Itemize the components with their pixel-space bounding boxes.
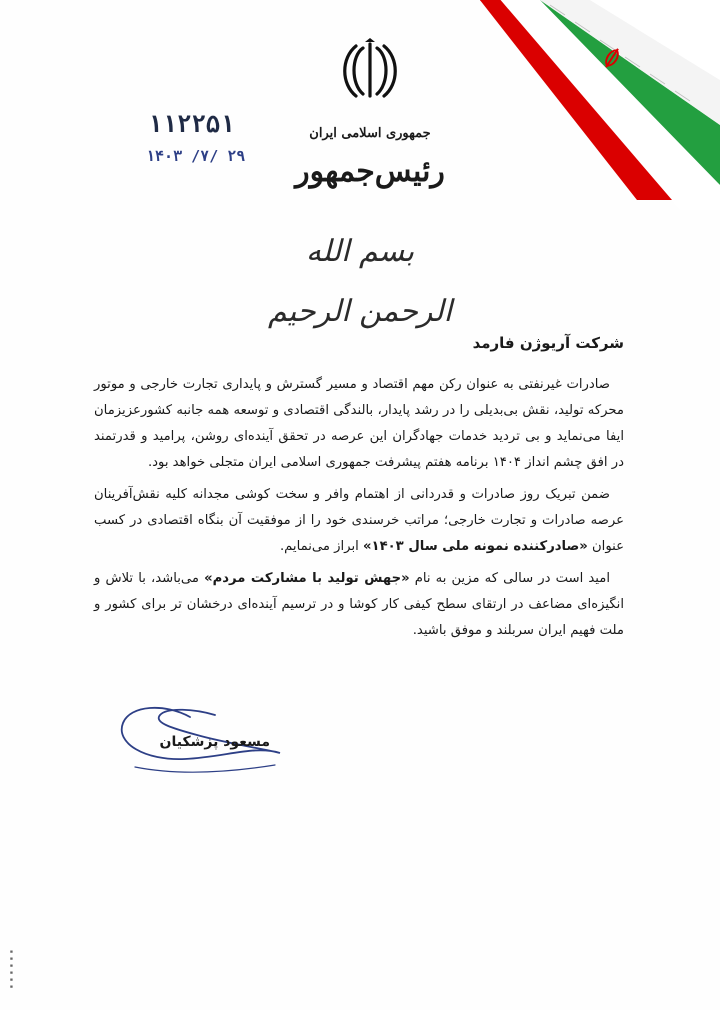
paragraph-3-end: می‌باشد، با تلاش و انگیزه‌ای مضاعف در ارتقای سطح کیفی کار کوشا و در ترسیم آینده‌ای درخشان تر برای کشور و ملت فهیم ایران سربلند و موفق باشید. — [94, 571, 624, 638]
bismillah-calligraphy: بسم الله الرحمن الرحیم — [268, 234, 452, 329]
letterhead — [295, 38, 445, 198]
flag-ribbon — [480, 0, 720, 210]
paragraph-2-text: ضمن تبریک روز صادرات و قدردانی از اهتمام وافر و سخت کوشی مجدانه کلیه نقش‌آفرینان عرصه صادرات و تجارت خارجی؛ مراتب خرسندی خود را از موفقیت آن بنگاه اقتصادی در کسب عنوان — [94, 487, 624, 554]
letter-body — [94, 372, 624, 650]
award-title: «صادرکننده نمونه ملی سال ۱۴۰۳» — [363, 539, 588, 554]
margin-print-code: ▪▪▪▪▪▪ — [8, 948, 15, 990]
paragraph-2 — [94, 482, 624, 560]
letter-date: ۱۴۰۳ /۷/ ۲۹ — [146, 147, 246, 165]
country-name: جمهوری اسلامی ایران — [309, 126, 431, 141]
reference-number: ۱۱۲۲۵۱ — [148, 110, 235, 138]
paragraph-3 — [94, 566, 624, 644]
office-title: رئیس‌جمهور — [295, 154, 445, 189]
iran-emblem-icon — [337, 38, 403, 104]
recipient-name: شرکت آریوژن فارمد — [472, 334, 624, 352]
paragraph-1: صادرات غیرنفتی به عنوان رکن مهم اقتصاد و مسیر گسترش و پایداری تجارت خارجی و موتور محرکه تولید، نقش بی‌بدیلی را در رشد پایدار، بالندگی اقتصادی و توسعه همه جانبه کشورعزیزمان ایفا می‌نماید و بی تردید خدمات جهادگران این عرصه در تحقق آینده‌ای روشن، پرامید و قدرتمند در افق چشم انداز ۱۴۰۴ برنامه هفتم پیشرفت جمهوری اسلامی ایران متجلی خواهد بود. — [94, 377, 624, 470]
signer-name: مسعود پزشکیان — [159, 734, 270, 750]
paragraph-3-text: امید است در سالی که مزین به نام — [414, 571, 610, 586]
paragraph-2-end: ابراز می‌نمایم. — [279, 539, 359, 554]
year-slogan: «جهش تولید با مشارکت مردم» — [204, 571, 410, 586]
